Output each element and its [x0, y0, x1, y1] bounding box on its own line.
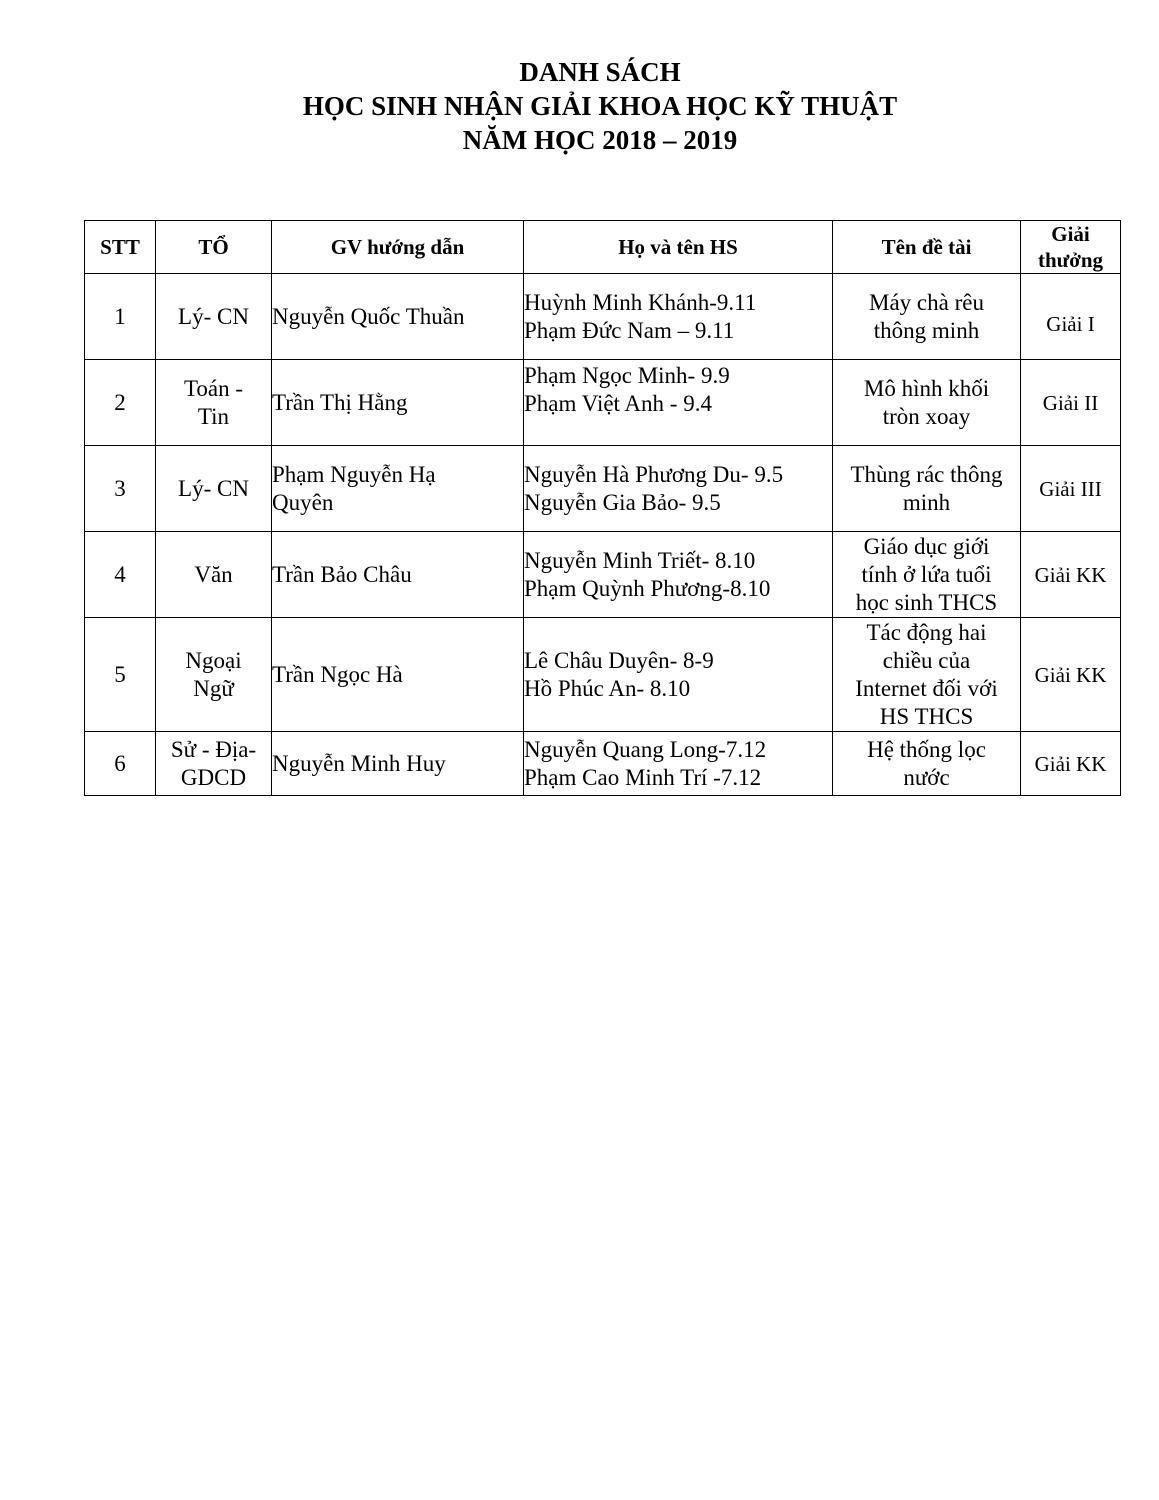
cell-giai: Giải III — [1021, 446, 1121, 532]
cell-giai: Giải KK — [1021, 618, 1121, 732]
cell-gv-line: Trần Ngọc Hà — [272, 661, 403, 687]
header-to: TỔ — [156, 221, 272, 274]
header-giai-line-1: Giải — [1051, 222, 1090, 246]
title-line-2: HỌC SINH NHẬN GIẢI KHOA HỌC KỸ THUẬT — [302, 91, 898, 121]
cell-gv-line: Trần Bảo Châu — [272, 561, 412, 587]
cell-gv-line: Nguyễn Minh Huy — [272, 750, 446, 776]
cell-giai: Giải II — [1021, 360, 1121, 446]
cell-hs — [524, 360, 833, 446]
cell-gv — [272, 732, 524, 796]
cell-detai-line: nước — [903, 764, 950, 790]
cell-to-line: Ngữ — [193, 675, 234, 701]
cell-hs-line: Phạm Việt Anh - 9.4 — [524, 391, 712, 416]
cell-hs-line: Phạm Quỳnh Phương-8.10 — [524, 575, 771, 601]
cell-to — [156, 618, 272, 732]
cell-hs — [524, 732, 833, 796]
cell-stt: 3 — [85, 446, 156, 532]
cell-detai-line: HS THCS — [879, 703, 974, 729]
cell-to — [156, 532, 272, 618]
awards-table — [84, 220, 1121, 796]
cell-to-line: Sử - Địa- — [170, 736, 257, 762]
table-row — [85, 732, 1121, 796]
cell-to — [156, 732, 272, 796]
cell-detai — [833, 360, 1021, 446]
cell-to-line: Văn — [194, 561, 233, 587]
cell-to-line: Ngoại — [185, 647, 242, 673]
cell-detai-line: Giáo dục giới — [863, 533, 990, 559]
cell-gv — [272, 360, 524, 446]
cell-to-line: Lý- CN — [178, 475, 249, 501]
cell-detai — [833, 446, 1021, 532]
table-row — [85, 360, 1121, 446]
table-row — [85, 618, 1121, 732]
cell-gv-line: Trần Thị Hằng — [272, 389, 408, 415]
cell-stt: 1 — [85, 274, 156, 360]
cell-hs-line: Nguyễn Quang Long-7.12 — [524, 736, 767, 762]
cell-detai — [833, 274, 1021, 360]
cell-hs — [524, 532, 833, 618]
cell-gv — [272, 532, 524, 618]
cell-hs-line: Phạm Ngọc Minh- 9.9 — [524, 363, 730, 388]
cell-detai-line: Thùng rác thông — [850, 461, 1003, 487]
cell-to-line: Tin — [197, 403, 230, 429]
header-detai: Tên đề tài — [833, 221, 1021, 274]
cell-hs — [524, 446, 833, 532]
cell-giai: Giải KK — [1021, 532, 1121, 618]
cell-hs-line: Phạm Cao Minh Trí -7.12 — [524, 764, 762, 790]
cell-to — [156, 360, 272, 446]
cell-hs-line: Nguyễn Hà Phương Du- 9.5 — [524, 461, 784, 487]
cell-stt: 6 — [85, 732, 156, 796]
cell-hs-line: Huỳnh Minh Khánh-9.11 — [524, 289, 757, 315]
cell-gv — [272, 446, 524, 532]
header-hs: Họ và tên HS — [524, 221, 833, 274]
table-row — [85, 274, 1121, 360]
cell-detai-line: Hệ thống lọc — [867, 736, 986, 762]
cell-detai — [833, 532, 1021, 618]
cell-detai-line: minh — [902, 489, 951, 515]
cell-to — [156, 274, 272, 360]
cell-hs-line: Nguyễn Gia Bảo- 9.5 — [524, 489, 721, 515]
cell-hs-line: Hồ Phúc An- 8.10 — [524, 675, 691, 701]
cell-to — [156, 446, 272, 532]
cell-detai-line: tính ở lứa tuổi — [861, 561, 992, 587]
header-giai — [1021, 221, 1121, 274]
cell-to-line: Toán - — [183, 375, 244, 401]
document-title — [0, 55, 1159, 157]
table-row — [85, 446, 1121, 532]
cell-to-line: Lý- CN — [178, 303, 249, 329]
cell-detai-line: tròn xoay — [882, 403, 971, 429]
cell-hs-line: Phạm Đức Nam – 9.11 — [524, 317, 735, 343]
cell-detai-line: Tác động hai — [866, 619, 987, 645]
title-line-1: DANH SÁCH — [519, 57, 681, 87]
cell-detai-line: Mô hình khối — [863, 375, 990, 401]
header-gv: GV hướng dẫn — [272, 221, 524, 274]
table-row — [85, 532, 1121, 618]
cell-gv — [272, 274, 524, 360]
cell-detai — [833, 618, 1021, 732]
cell-detai — [833, 732, 1021, 796]
title-line-3: NĂM HỌC 2018 – 2019 — [462, 125, 738, 155]
cell-stt: 4 — [85, 532, 156, 618]
cell-hs-line: Lê Châu Duyên- 8-9 — [524, 647, 714, 673]
table-header-row — [85, 221, 1121, 274]
cell-gv-line: Nguyễn Quốc Thuần — [272, 303, 465, 329]
cell-gv-line: Phạm Nguyễn Hạ — [272, 461, 436, 487]
cell-hs — [524, 618, 833, 732]
cell-giai: Giải I — [1021, 274, 1121, 360]
cell-detai-line: học sinh THCS — [855, 589, 998, 615]
cell-detai-line: Máy chà rêu — [869, 289, 984, 315]
header-giai-line-2: thưởng — [1037, 248, 1104, 272]
cell-stt: 2 — [85, 360, 156, 446]
cell-stt: 5 — [85, 618, 156, 732]
cell-hs-line: Nguyễn Minh Triết- 8.10 — [524, 547, 756, 573]
cell-hs — [524, 274, 833, 360]
cell-to-line: GDCD — [180, 764, 247, 790]
cell-gv — [272, 618, 524, 732]
cell-detai-line: chiều của — [882, 647, 971, 673]
cell-gv-line: Quyên — [272, 489, 334, 515]
cell-detai-line: Internet đối với — [855, 675, 998, 701]
cell-detai-line: thông minh — [873, 317, 980, 343]
header-stt: STT — [85, 221, 156, 274]
cell-giai: Giải KK — [1021, 732, 1121, 796]
